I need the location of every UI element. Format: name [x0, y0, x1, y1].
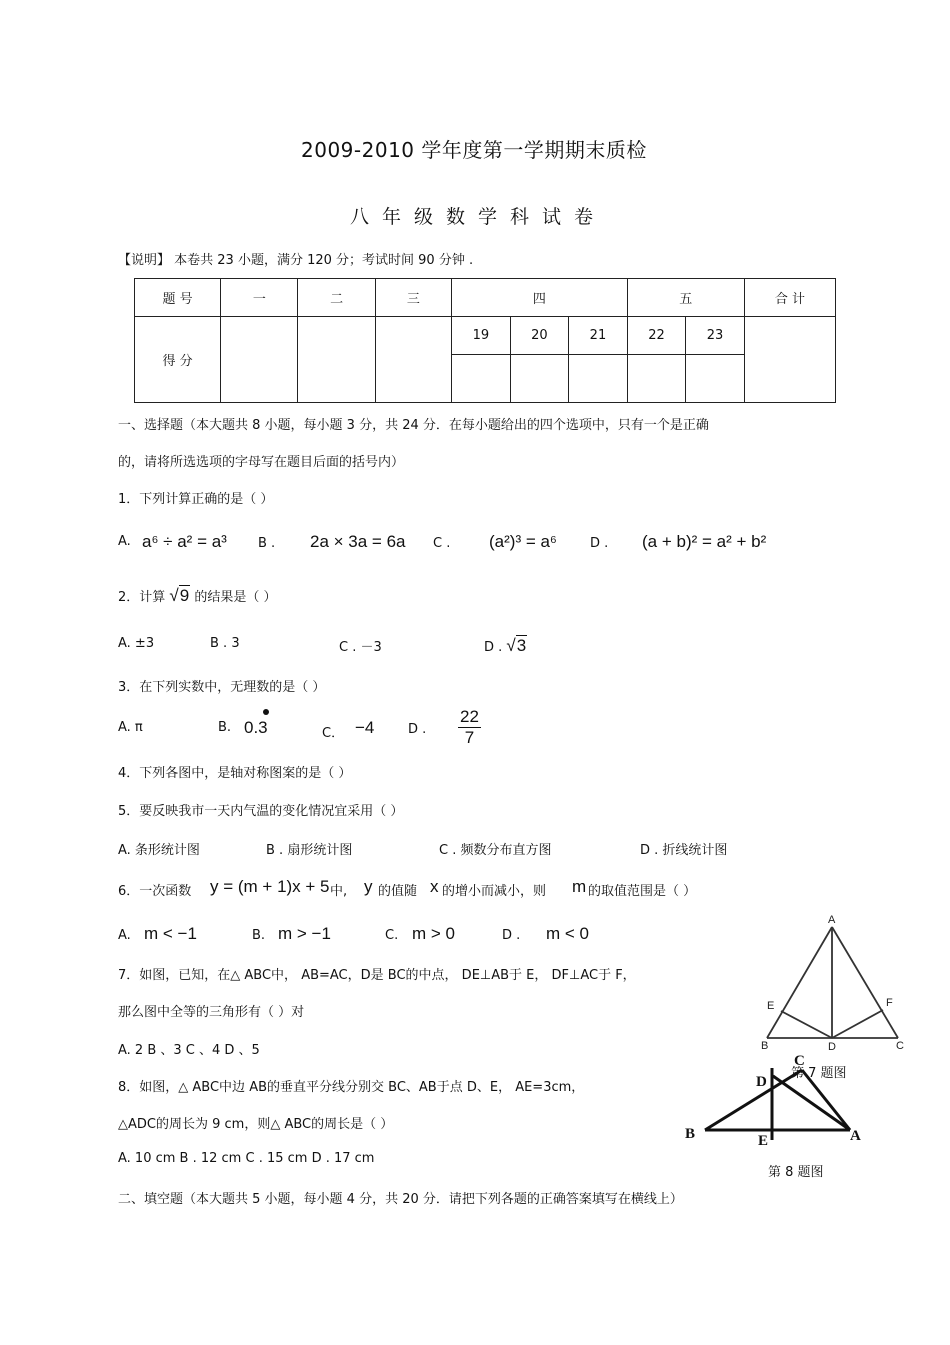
score-sub-21: 21: [569, 317, 628, 354]
score-header-4: 四: [452, 279, 628, 317]
q3-option-d-label: D .: [408, 722, 427, 737]
q6-stem-mid3: 的增小而减小，则: [442, 884, 547, 899]
score-cell-22: [627, 354, 686, 402]
q3-option-a: A. π: [118, 720, 143, 735]
score-cell-total: [744, 317, 835, 403]
q1-option-b-label: B .: [258, 536, 276, 551]
q6-option-b-label: B.: [252, 928, 266, 943]
q6-stem-post: 的取值范围是（ ）: [588, 884, 697, 899]
q3-stem: 3．在下列实数中，无理数的是（ ）: [118, 680, 326, 695]
score-header-2: 二: [298, 279, 375, 317]
score-cell-19: [452, 354, 511, 402]
q6-x: x: [430, 877, 439, 896]
score-row-label: 得 分: [135, 317, 221, 403]
q4-stem: 4．下列各图中，是轴对称图案的是（ ）: [118, 766, 352, 781]
q7-figure: [755, 910, 915, 1055]
q6-stem-pre: 6．一次函数: [118, 884, 192, 899]
q1-option-a-label: A.: [118, 534, 131, 549]
q1-option-b-expr: 2a × 3a = 6a: [310, 532, 406, 551]
score-header-1: 一: [221, 279, 298, 317]
q8-caption: 第 8 题图: [768, 1165, 824, 1180]
q2-option-a: A. ±3: [118, 636, 155, 651]
q6-m: m: [572, 877, 587, 896]
repeating-decimal-dot: [263, 709, 269, 715]
q5-option-d: D . 折线统计图: [640, 843, 728, 858]
q7-label-f: F: [886, 997, 893, 1009]
q7-label-b: B: [761, 1040, 769, 1052]
q1-option-c-label: C .: [433, 536, 451, 551]
q5-option-b: B . 扇形统计图: [266, 843, 353, 858]
q6-option-d-expr: m < 0: [546, 924, 589, 943]
q8-side-bc: [705, 1070, 802, 1130]
section1-intro-1: 一、选择题（本大题共 8 小题，每小题 3 分，共 24 分．在每小题给出的四个选项中，只有一个是正确: [118, 418, 709, 433]
q2-radicand: 9: [179, 586, 190, 605]
q7-caption: 第 7 题图: [791, 1066, 847, 1081]
q5-option-a: A. 条形统计图: [118, 843, 200, 858]
q8-label-d: D: [756, 1074, 767, 1090]
q1-option-d-expr: (a + b)² = a² + b²: [642, 532, 767, 551]
q2-option-b: B . 3: [210, 636, 240, 651]
q2-stem: [118, 586, 277, 606]
q6-stem-mid2: 的值随: [378, 884, 418, 899]
q7-label-d: D: [828, 1041, 836, 1053]
q7-stem-1: 7．如图，已知，在△ ABC中， AB=AC，D是 BC的中点， DE⊥AB于 E， DF⊥AC于 F，: [118, 968, 636, 983]
q7-options: A. 2 B 、3 C 、4 D 、5: [118, 1043, 260, 1058]
q8-options: A. 10 cm B . 12 cm C . 15 cm D . 17 cm: [118, 1151, 375, 1166]
q6-stem-mid: 中,: [330, 884, 348, 899]
page-title: 2009-2010 学年度第一学期期末质检: [301, 138, 647, 162]
score-header-total: 合 计: [744, 279, 835, 317]
q3-option-c-label: C．: [322, 726, 345, 741]
q3-option-d-fraction: [458, 707, 481, 748]
exam-note: 【说明】 本卷共 23 小题，满分 120 分；考试时间 90 分钟 .: [118, 253, 474, 268]
q6-function: y = (m + 1)x + 5: [210, 877, 330, 896]
score-sub-23: 23: [686, 317, 745, 354]
q6-option-c-label: C.: [385, 928, 399, 943]
section2-intro: 二、填空题（本大题共 5 小题，每小题 4 分，共 20 分．请把下列各题的正确答案填写在横线上）: [118, 1192, 683, 1207]
score-cell-1: [221, 317, 298, 403]
score-cell-20: [510, 354, 569, 402]
score-header-5: 五: [627, 279, 744, 317]
q6-option-d-label: D .: [502, 928, 521, 943]
q2-option-d-sqrt: √3: [506, 636, 527, 655]
section1-intro-2: 的，请将所选选项的字母写在题目后面的括号内）: [118, 455, 405, 470]
q7-label-c: C: [896, 1040, 904, 1052]
q2-option-d-label: D .: [484, 640, 503, 655]
q2-sqrt-expr: √9: [169, 586, 190, 605]
q8-label-b: B: [685, 1126, 696, 1142]
q6-option-b-expr: m > −1: [278, 924, 331, 943]
q6-option-c-expr: m > 0: [412, 924, 455, 943]
score-sub-22: 22: [627, 317, 686, 354]
q6-y: y: [364, 877, 373, 896]
q3-fraction-denominator: 7: [464, 728, 475, 747]
q3-option-b-label: B.: [218, 720, 232, 735]
q3-option-c-expr: −4: [355, 718, 375, 737]
q2-option-d-radicand: 3: [516, 636, 527, 655]
score-cell-23: [686, 354, 745, 402]
q2-stem-pre: 2．计算: [118, 590, 166, 605]
q8-label-e: E: [758, 1133, 769, 1149]
q7-label-e: E: [767, 1000, 775, 1012]
score-header-3: 三: [375, 279, 451, 317]
q1-option-d-label: D .: [590, 536, 609, 551]
q1-option-a-expr: a⁶ ÷ a² = a³: [142, 532, 227, 551]
q8-label-c: C: [794, 1053, 805, 1069]
q2-option-c: C . －3: [339, 640, 382, 655]
q6-option-a-expr: m < −1: [144, 924, 197, 943]
q3-fraction-numerator: 22: [460, 707, 479, 726]
q8-stem-1: 8．如图，△ ABC中边 AB的垂直平分线分别交 BC、AB于点 D、E， AE=3cm，: [118, 1080, 585, 1095]
q3-option-b-expr: 0.3: [244, 718, 268, 737]
score-table: [134, 278, 836, 403]
q2-stem-post: 的结果是（ ）: [194, 590, 277, 605]
q7-segment-df: [832, 1010, 883, 1038]
q8-stem-2: △ADC的周长为 9 cm，则△ ABC的周长是（ ）: [118, 1117, 394, 1132]
q6-option-a-label: A.: [118, 928, 131, 943]
q1-stem: 1．下列计算正确的是（ ）: [118, 492, 274, 507]
q2-option-d: [484, 636, 527, 656]
score-sub-20: 20: [510, 317, 569, 354]
score-header-label: 题 号: [135, 279, 221, 317]
score-sub-19: 19: [452, 317, 511, 354]
q5-stem: 5．要反映我市一天内气温的变化情况宜采用（ ）: [118, 804, 404, 819]
q7-stem-2: 那么图中全等的三角形有（ ）对: [118, 1005, 305, 1020]
page-subtitle: 八年级数学科试卷: [350, 206, 607, 228]
q7-side-ac: [832, 927, 898, 1038]
q8-label-a: A: [850, 1128, 861, 1144]
score-cell-21: [569, 354, 628, 402]
q7-label-a: A: [828, 914, 836, 926]
score-cell-3: [375, 317, 451, 403]
q1-option-c-expr: (a²)³ = a⁶: [489, 532, 557, 551]
q7-segment-de: [781, 1011, 832, 1038]
q5-option-c: C . 频数分布直方图: [439, 843, 552, 858]
score-cell-2: [298, 317, 375, 403]
